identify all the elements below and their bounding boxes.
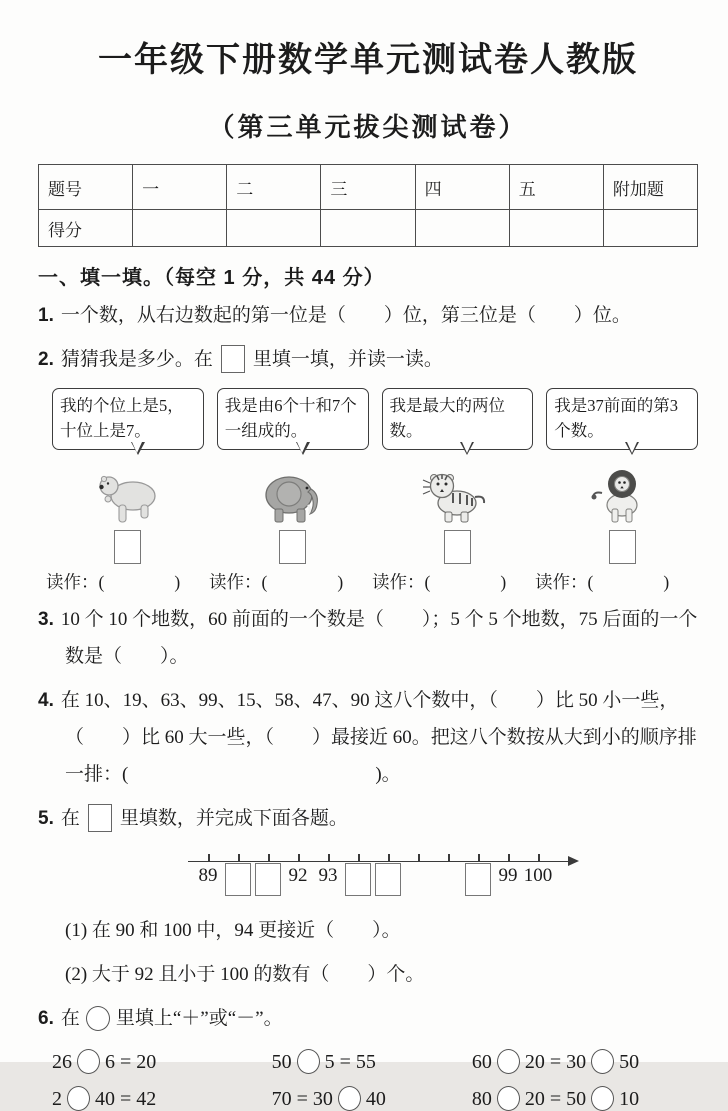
tick-mark	[268, 854, 270, 862]
fill-box[interactable]	[221, 345, 245, 373]
equation-text: 5 = 55	[324, 1051, 376, 1074]
number-line-point	[313, 845, 343, 903]
polar-bear-image	[95, 469, 161, 525]
score-table-header-row	[39, 165, 698, 210]
animal-zone	[590, 463, 654, 525]
number-line-point	[493, 845, 523, 903]
question-1-text: 一个数，从右边数起的第一位是（ ）位，第三位是（ ）位。	[60, 305, 631, 326]
number-line-point	[283, 845, 313, 903]
operator-circle[interactable]	[338, 1086, 361, 1111]
answer-box[interactable]	[225, 863, 251, 896]
tick-label: 100	[523, 864, 553, 886]
question-5-number: 5.	[38, 807, 54, 829]
equation-text: 40	[365, 1088, 386, 1111]
equation-text: 6 = 20	[105, 1051, 157, 1074]
number-line-point	[433, 845, 463, 903]
number-line-cells	[193, 845, 553, 903]
score-cell-blank	[509, 210, 603, 247]
question-2-number: 2.	[38, 349, 54, 371]
read-as-label: 读作：( )	[46, 571, 181, 592]
score-cell-blank	[603, 210, 697, 247]
operator-circle[interactable]	[67, 1086, 90, 1111]
tick-mark	[448, 854, 450, 862]
tick-mark	[328, 854, 330, 862]
score-cell-blank	[227, 210, 321, 247]
equation-text: 10	[619, 1088, 640, 1111]
answer-box[interactable]	[375, 863, 401, 896]
score-table-cell: 附加题	[603, 165, 697, 210]
score-cell-blank	[133, 210, 227, 247]
read-as-label: 读作：( )	[209, 571, 344, 592]
equation-text: 50	[271, 1051, 292, 1074]
score-table	[38, 164, 698, 247]
operator-circle[interactable]	[497, 1049, 520, 1074]
equation	[472, 1049, 698, 1074]
answer-box[interactable]	[255, 863, 281, 896]
question-2	[38, 341, 698, 378]
number-line-point	[253, 845, 283, 903]
equation	[52, 1086, 272, 1111]
equation-text: 20 = 50	[524, 1088, 587, 1111]
speech-bubble: 我是由6个十和7个一组成的。	[217, 388, 369, 450]
read-as-row	[46, 569, 698, 594]
equation-text: 80	[471, 1088, 492, 1111]
question-5-sub-2: (2) 大于 92 且小于 100 的数有（ ）个。	[65, 963, 425, 985]
equation-text: 2	[52, 1088, 62, 1111]
animal-zone	[261, 463, 325, 525]
question-2-text-after: 里填一填，并读一读。	[252, 349, 443, 371]
tick-mark	[238, 854, 240, 862]
equation-text: 60	[471, 1051, 492, 1074]
score-cell-blank	[415, 210, 509, 247]
answer-box[interactable]	[609, 530, 636, 564]
equation	[272, 1086, 472, 1111]
fill-box[interactable]	[88, 804, 112, 832]
animal-zone	[423, 463, 491, 525]
tick-mark	[388, 854, 390, 862]
equation	[52, 1049, 272, 1074]
tick-label: 89	[198, 864, 218, 886]
riddle-card	[546, 388, 698, 564]
equation	[272, 1049, 472, 1074]
score-table-cell: 五	[509, 165, 603, 210]
elephant-image	[261, 469, 325, 525]
question-6-text-before: 在	[60, 1007, 80, 1029]
tick-mark	[418, 854, 420, 862]
tick-mark	[208, 854, 210, 862]
read-as-label: 读作：( )	[372, 571, 507, 592]
tick-mark	[538, 854, 540, 862]
question-1-number: 1.	[38, 305, 54, 326]
operator-circle[interactable]	[497, 1086, 520, 1111]
number-line-point	[403, 845, 433, 903]
tick-label: 93	[318, 864, 338, 886]
score-table-cell: 一	[133, 165, 227, 210]
tick-mark	[478, 854, 480, 862]
question-4-text: 在 10、19、63、99、15、58、47、90 这八个数中，（ ）比 50 小一些，（ ）比 60 大一些，（ ）最接近 60。把这八个数按从大到小的顺序排一排：( )。	[60, 689, 697, 785]
question-3-number: 3.	[38, 608, 54, 630]
equation-row	[52, 1049, 698, 1074]
score-table-cell: 三	[321, 165, 415, 210]
score-table-cell: 得分	[39, 210, 133, 247]
read-as-label: 读作：( )	[535, 571, 670, 592]
score-table-cell: 题号	[39, 165, 133, 210]
equation-text: 50	[619, 1051, 640, 1074]
equation-text: 40 = 42	[95, 1088, 157, 1111]
question-4	[38, 682, 698, 793]
tick-label: 92	[288, 864, 308, 886]
operator-circle[interactable]	[86, 1006, 110, 1031]
lion-image	[590, 467, 654, 525]
answer-box[interactable]	[444, 530, 471, 564]
operator-circle[interactable]	[297, 1049, 320, 1074]
score-table-cell: 四	[415, 165, 509, 210]
equations-block	[52, 1049, 698, 1111]
equation	[472, 1086, 698, 1111]
operator-circle[interactable]	[77, 1049, 100, 1074]
equation-text: 26	[52, 1051, 72, 1074]
number-line-point	[463, 845, 493, 903]
equation-text: 20 = 30	[524, 1051, 587, 1074]
equation-row	[52, 1086, 698, 1111]
tiger-image	[423, 469, 491, 525]
operator-circle[interactable]	[591, 1086, 614, 1111]
tick-mark	[298, 854, 300, 862]
number-line-point	[523, 845, 553, 903]
number-line-point	[373, 845, 403, 903]
operator-circle[interactable]	[591, 1049, 614, 1074]
number-line	[188, 845, 608, 905]
answer-box[interactable]	[345, 863, 371, 896]
riddle-card	[52, 388, 204, 564]
animal-zone	[95, 463, 161, 525]
section-1-heading: 一、填一填。（每空 1 分，共 44 分）	[38, 267, 385, 289]
question-5-sub-1: (1) 在 90 和 100 中，94 更接近（ ）。	[65, 919, 401, 941]
speech-bubble: 我是最大的两位数。	[382, 388, 534, 450]
answer-box[interactable]	[279, 530, 306, 564]
answer-box[interactable]	[465, 863, 491, 896]
question-5-text-before: 在	[60, 807, 80, 829]
question-5	[38, 800, 698, 837]
question-2-text-before: 猜猜我是多少。在	[60, 349, 213, 371]
page-title: 一年级下册数学单元测试卷人教版	[98, 42, 638, 79]
riddle-card	[382, 388, 534, 564]
question-6-number: 6.	[38, 1007, 54, 1029]
number-line-point	[343, 845, 373, 903]
page-subtitle: （第三单元拔尖测试卷）	[208, 113, 528, 142]
question-3	[38, 601, 698, 675]
riddle-card	[217, 388, 369, 564]
question-6-text-after: 里填上“＋”或“－”。	[115, 1007, 283, 1029]
score-table-score-row	[39, 210, 698, 247]
speech-bubble: 我的个位上是5，十位上是7。	[52, 388, 204, 450]
question-2-riddle-cards	[52, 388, 698, 564]
equation-text: 70 = 30	[271, 1088, 333, 1111]
question-6	[38, 1000, 698, 1037]
score-table-cell: 二	[227, 165, 321, 210]
question-4-number: 4.	[38, 689, 54, 711]
number-line-point	[223, 845, 253, 903]
number-line-arrow	[568, 856, 579, 866]
question-1	[38, 297, 698, 334]
question-3-text: 10 个 10 个地数，60 前面的一个数是（ ）；5 个 5 个地数，75 后面的一个数是（ ）。	[60, 608, 698, 667]
tick-mark	[508, 854, 510, 862]
tick-label: 99	[498, 864, 518, 886]
score-cell-blank	[321, 210, 415, 247]
speech-bubble: 我是37前面的第3个数。	[546, 388, 698, 450]
tick-mark	[358, 854, 360, 862]
question-5-text-after: 里填数，并完成下面各题。	[119, 807, 348, 829]
answer-box[interactable]	[114, 530, 141, 564]
number-line-point	[193, 845, 223, 903]
